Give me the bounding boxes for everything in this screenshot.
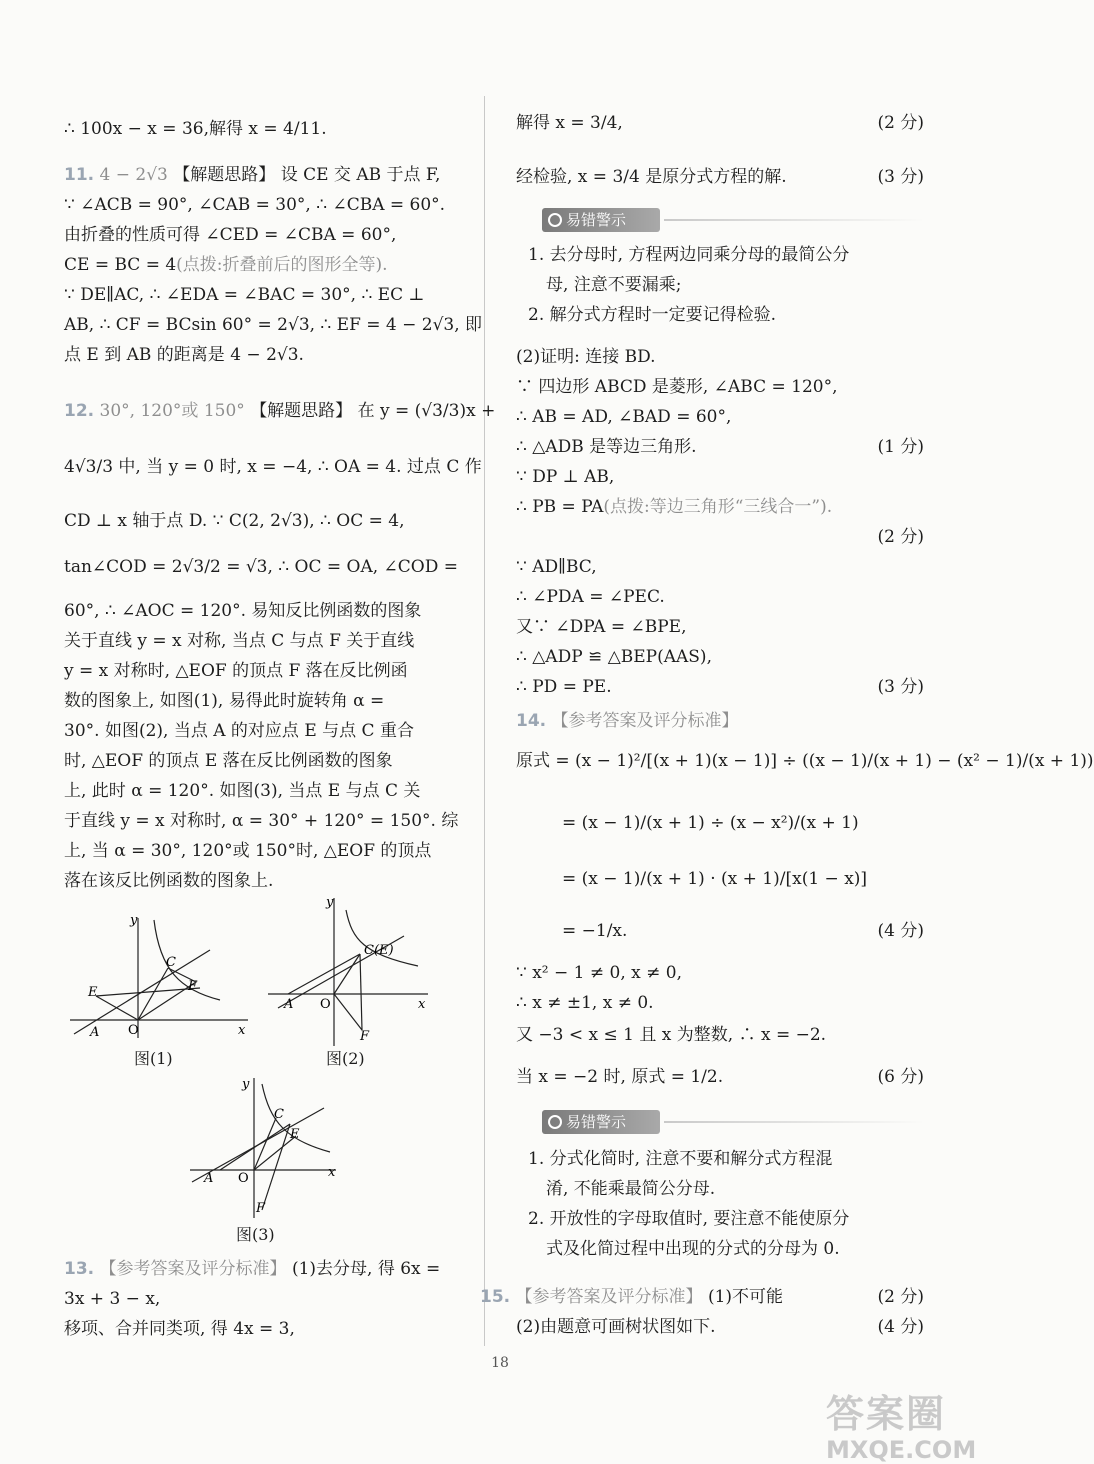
text-line: 60°, ∴ ∠AOC = 120°. 易知反比例函数的图象 — [64, 601, 422, 621]
text-line: 原式 = (x − 1)²/[(x + 1)(x − 1)] ÷ ((x − 1)/(x + 1) − (x² − 1)/(x + 1)) — [516, 751, 1094, 771]
q11-answer: 4 − 2√3 — [99, 165, 168, 185]
text-line: 式及化简过程中出现的分式的分母为 0. — [546, 1239, 840, 1259]
label-x: x — [238, 1023, 246, 1038]
figure-2 — [268, 892, 438, 1052]
label-O: O — [320, 997, 331, 1012]
text-line: ∴ △ADP ≌ △BEP(AAS), — [516, 647, 712, 667]
text-line: 又∵ ∠DPA = ∠BPE, — [516, 617, 687, 637]
hint-text: (点拨:折叠前后的图形全等). — [176, 255, 388, 275]
text-line: 上, 当 α = 30°, 120°或 150°时, △EOF 的顶点 — [64, 841, 432, 861]
text-line: 又 −3 < x ≤ 1 且 x 为整数, ∴ x = −2. — [516, 1025, 827, 1045]
score: (4 分) — [877, 1317, 924, 1337]
text-line: (1)去分母, 得 6x = — [291, 1259, 441, 1279]
q14-number: 14. — [516, 711, 547, 731]
label-y: y — [242, 1077, 250, 1092]
text-line: 2. 开放性的字母取值时, 要注意不能使原分 — [528, 1209, 850, 1229]
score: (6 分) — [877, 1067, 924, 1087]
text-line: = (x − 1)/(x + 1) · (x + 1)/[x(1 − x)] — [562, 869, 868, 889]
score: (1 分) — [877, 437, 924, 457]
text-line: 点 E 到 AB 的距离是 4 − 2√3. — [64, 345, 304, 365]
text-line: 时, △EOF 的顶点 E 落在反比例函数的图象 — [64, 751, 393, 771]
label-F: F — [188, 979, 198, 994]
text-line: ∴ AB = AD, ∠BAD = 60°, — [516, 407, 732, 427]
label-O: O — [238, 1171, 249, 1186]
q11-number: 11. — [64, 165, 95, 185]
text-line: 3x + 3 − x, — [64, 1289, 161, 1309]
text-line: 4√3/3 中, 当 y = 0 时, x = −4, ∴ OA = 4. 过点 C 作 — [64, 457, 482, 477]
text-line: (1)不可能 — [707, 1287, 784, 1307]
text-line: ∴ ∠PDA = ∠PEC. — [516, 587, 665, 607]
score: (3 分) — [877, 677, 924, 697]
warning-badge — [542, 208, 660, 232]
q13-tag: 【参考答案及评分标准】 — [99, 1259, 287, 1279]
figure-2-caption: 图(2) — [326, 1049, 365, 1068]
warning-label: 易错警示 — [566, 211, 627, 229]
warning-label: 易错警示 — [566, 1113, 627, 1131]
text-line: 落在该反比例函数的图象上. — [64, 871, 274, 891]
text-line: 上, 此时 α = 120°. 如图(3), 当点 E 与点 C 关 — [64, 781, 421, 801]
text-line: AB, ∴ CF = BCsin 60° = 2√3, ∴ EF = 4 − 2√3, 即 — [64, 315, 483, 335]
figure-3 — [190, 1072, 350, 1222]
q12-answer: 30°, 120°或 150° — [99, 401, 245, 421]
text-line: 解得 x = 3/4, — [516, 113, 623, 133]
text-line: ∴ PD = PE. — [516, 677, 612, 697]
text-line: 由折叠的性质可得 ∠CED = ∠CBA = 60°, — [64, 225, 397, 245]
text-line: ∵ AD∥BC, — [516, 557, 597, 577]
text-line: = (x − 1)/(x + 1) ÷ (x − x²)/(x + 1) — [562, 813, 859, 833]
text-line — [64, 250, 472, 280]
text-line: 1. 去分母时, 方程两边同乘分母的最简公分 — [528, 245, 850, 265]
text-line: ∴ x ≠ ±1, x ≠ 0. — [516, 993, 654, 1013]
watermark-url: MXQE.COM — [826, 1436, 977, 1464]
score: (2 分) — [877, 527, 924, 547]
q11-tag: 【解题思路】 — [173, 165, 276, 185]
text-line: CD ⊥ x 轴于点 D. ∵ C(2, 2√3), ∴ OC = 4, — [64, 511, 405, 531]
q12-number: 12. — [64, 401, 95, 421]
text-line: ∵ DE∥AC, ∴ ∠EDA = ∠BAC = 30°, ∴ EC ⊥ — [64, 285, 425, 305]
text-line: 30°. 如图(2), 当点 A 的对应点 E 与点 C 重合 — [64, 721, 414, 741]
q14-tag: 【参考答案及评分标准】 — [551, 711, 739, 731]
label-F: F — [360, 1029, 370, 1044]
warning-rule — [664, 219, 924, 221]
warning-rule — [664, 1121, 924, 1123]
label-x: x — [418, 997, 426, 1012]
score: (2 分) — [877, 113, 924, 133]
score: (3 分) — [877, 167, 924, 187]
score: (2 分) — [877, 1287, 924, 1307]
q12-first-line — [64, 396, 496, 426]
label-y: y — [130, 913, 138, 928]
text-line: ∵ x² − 1 ≠ 0, x ≠ 0, — [516, 963, 683, 983]
label-y: y — [326, 895, 334, 910]
text-line: 数的图象上, 如图(1), 易得此时旋转角 α = — [64, 691, 385, 711]
figure-1 — [70, 910, 260, 1040]
text-segment: ∴ PB = PA — [516, 497, 604, 517]
score: (4 分) — [877, 921, 924, 941]
text-line: 移项、合并同类项, 得 4x = 3, — [64, 1319, 295, 1339]
text-line: ∵ DP ⊥ AB, — [516, 467, 615, 487]
label-C: C — [166, 955, 176, 970]
text-line: 淆, 不能乘最简公分母. — [546, 1179, 716, 1199]
column-divider — [484, 96, 485, 1346]
text-line: (2)由题意可画树状图如下. — [516, 1317, 716, 1337]
text-segment: CE = BC = 4 — [64, 255, 177, 275]
warning-icon — [548, 1115, 562, 1129]
text-line: ∵ ∠ACB = 90°, ∠CAB = 30°, ∴ ∠CBA = 60°. — [64, 195, 446, 215]
figure-1-caption: 图(1) — [134, 1049, 173, 1068]
label-F: F — [256, 1201, 266, 1216]
text-line: ∵ 四边形 ABCD 是菱形, ∠ABC = 120°, — [516, 377, 838, 397]
warning-badge — [542, 1110, 660, 1134]
q13-number: 13. — [64, 1259, 95, 1279]
text-line: (2)证明: 连接 BD. — [516, 347, 656, 367]
q14-first-line — [516, 706, 924, 736]
q15-first-line — [480, 1282, 924, 1312]
label-O: O — [128, 1023, 139, 1038]
label-A: A — [284, 997, 294, 1012]
text-line: tan∠COD = 2√3/2 = √3, ∴ OC = OA, ∠COD = — [64, 557, 459, 577]
label-CE: C(E) — [364, 943, 394, 958]
page-number: 18 — [491, 1355, 509, 1371]
text-line: = −1/x. — [562, 921, 628, 941]
label-A: A — [90, 1025, 100, 1040]
text-line: 母, 注意不要漏乘; — [546, 275, 682, 295]
watermark-main: 答案圈 — [826, 1392, 947, 1436]
label-A: A — [204, 1171, 214, 1186]
warning-icon — [548, 213, 562, 227]
text-line: y = x 对称时, △EOF 的顶点 F 落在反比例函 — [64, 661, 408, 681]
text-line: ∴ 100x − x = 36,解得 x = 4/11. — [64, 119, 327, 139]
text-line: ∴ △ADB 是等边三角形. — [516, 437, 697, 457]
text-line: 关于直线 y = x 对称, 当点 C 与点 F 关于直线 — [64, 631, 415, 651]
text-line: 设 CE 交 AB 于点 F, — [280, 165, 441, 185]
q13-first-line — [64, 1254, 472, 1284]
text-line: 1. 分式化简时, 注意不要和解分式方程混 — [528, 1149, 833, 1169]
q12-tag: 【解题思路】 — [250, 401, 353, 421]
figure-3-caption: 图(3) — [236, 1225, 275, 1244]
q11-first-line — [64, 160, 472, 190]
hint-text: (点拨:等边三角形“三线合一”). — [603, 497, 833, 517]
text-line — [516, 492, 924, 522]
label-E: E — [88, 985, 98, 1000]
q15-tag: 【参考答案及评分标准】 — [515, 1287, 703, 1307]
text-line: 在 y = (√3/3)x + — [357, 401, 496, 421]
label-x: x — [328, 1165, 336, 1180]
text-line: 当 x = −2 时, 原式 = 1/2. — [516, 1067, 724, 1087]
label-C: C — [274, 1107, 284, 1122]
label-E: E — [290, 1127, 300, 1142]
text-line: 于直线 y = x 对称时, α = 30° + 120° = 150°. 综 — [64, 811, 459, 831]
q15-number: 15. — [480, 1287, 511, 1307]
text-line: 2. 解分式方程时一定要记得检验. — [528, 305, 777, 325]
watermark — [826, 1392, 976, 1464]
text-line: 经检验, x = 3/4 是原分式方程的解. — [516, 167, 787, 187]
